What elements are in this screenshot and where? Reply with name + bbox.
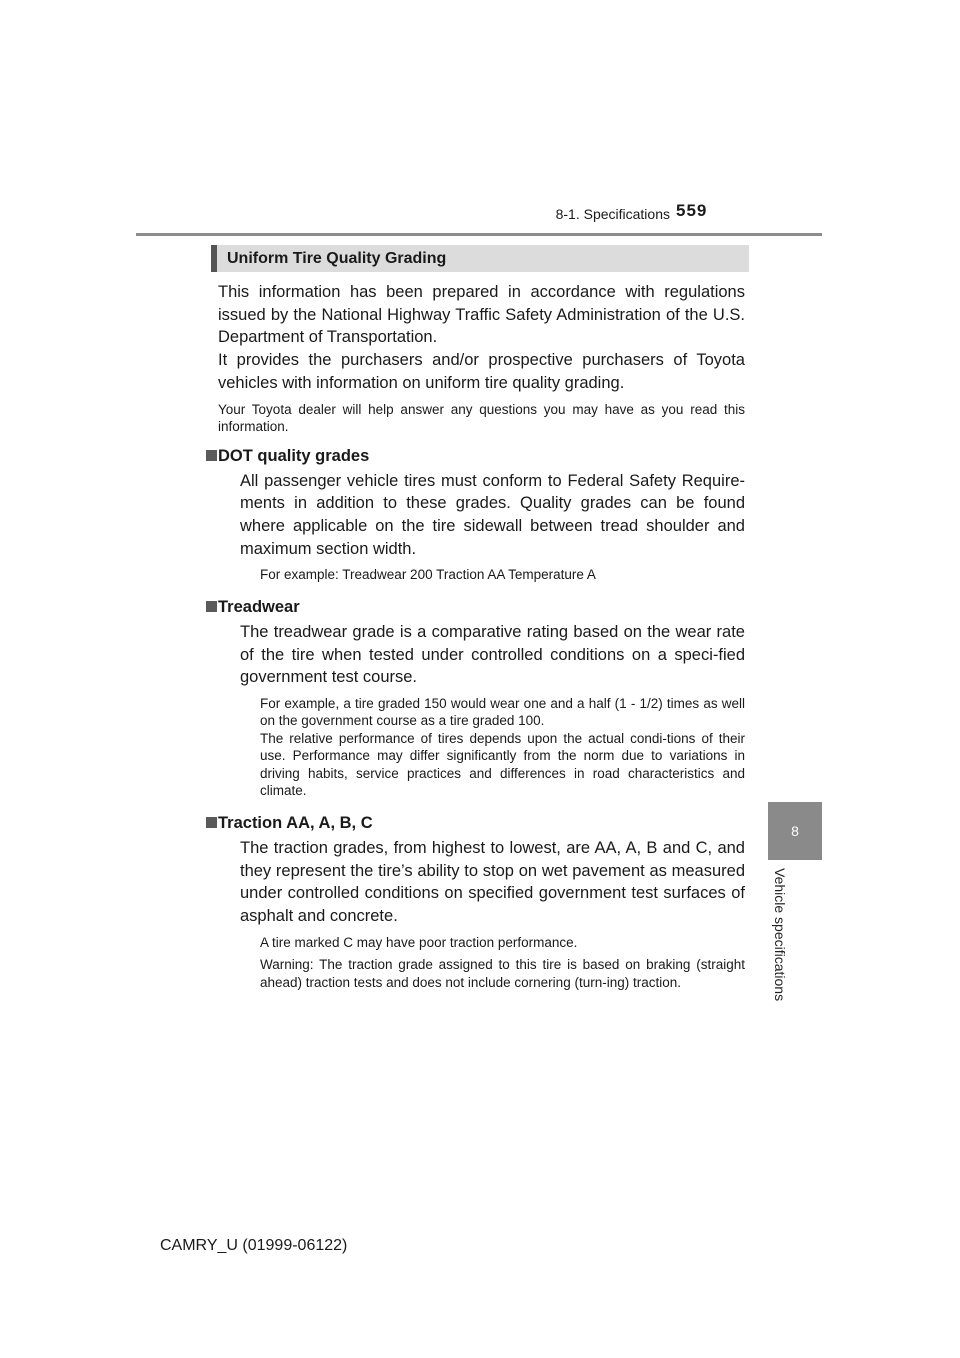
treadwear-note-1: For example, a tire graded 150 would wear one and a half (1 - 1/2) times as well on the government course as a tire graded 100. bbox=[260, 695, 745, 729]
traction-note-2: Warning: The traction grade assigned to this tire is based on braking (straight ahead) traction tests and does not include cornering (turn-ing) traction. bbox=[260, 957, 745, 990]
main-content bbox=[218, 281, 745, 991]
dot-body: All passenger vehicle tires must conform to Federal Safety Require-ments in addition to these grades. Quality grades can be found where applicable on the tire sidewall between tread shoulder and maximum section width. bbox=[240, 471, 745, 558]
treadwear-heading-text: Treadwear bbox=[218, 597, 300, 616]
footer-document-id: CAMRY_U (01999-06122) bbox=[160, 1237, 348, 1254]
dot-heading-text: DOT quality grades bbox=[218, 446, 370, 465]
page-number: 559 bbox=[676, 201, 708, 220]
dot-heading bbox=[218, 445, 745, 467]
traction-section bbox=[218, 812, 745, 991]
traction-note-1: A tire marked C may have poor traction performance. bbox=[260, 934, 578, 950]
square-bullet-icon bbox=[206, 601, 217, 612]
square-bullet-icon bbox=[206, 450, 217, 461]
intro-note: Your Toyota dealer will help answer any questions you may have as you read this information. bbox=[218, 401, 745, 435]
traction-body: The traction grades, from highest to lowest, are AA, A, B and C, and they represent the tire’s ability to stop on wet pavement as measured under controlled conditions on specified government test surfaces of asphalt and concrete. bbox=[240, 838, 745, 926]
header-divider bbox=[136, 233, 822, 236]
intro-paragraph-2: It provides the purchasers and/or prospective purchasers of Toyota vehicles with information on uniform tire quality grading. bbox=[218, 351, 745, 392]
chapter-tab bbox=[768, 802, 822, 860]
dot-section bbox=[218, 445, 745, 584]
treadwear-body: The treadwear grade is a comparative rating based on the wear rate of the tire when tested under controlled conditions on a speci-fied government test course. bbox=[240, 622, 745, 687]
treadwear-note-2: The relative performance of tires depends upon the actual condi-tions of their use. Performance may differ significantly from the norm due to variations in driving habits, service practices and differences in road characteristics and climate. bbox=[260, 730, 745, 799]
section-heading: Uniform Tire Quality Grading bbox=[211, 245, 749, 272]
header-section-title: 8-1. Specifications bbox=[555, 206, 670, 222]
dot-example: For example: Treadwear 200 Traction AA Temperature A bbox=[260, 567, 596, 583]
intro-paragraph-1: This information has been prepared in accordance with regulations issued by the National Highway Traffic Safety Administration of the U.S. Department of Transportation. bbox=[218, 283, 745, 347]
traction-heading-text: Traction AA, A, B, C bbox=[218, 813, 373, 832]
chapter-number: 8 bbox=[791, 823, 799, 839]
traction-heading bbox=[218, 812, 745, 834]
treadwear-heading bbox=[218, 596, 745, 618]
treadwear-section bbox=[218, 596, 745, 800]
square-bullet-icon bbox=[206, 817, 217, 828]
chapter-title-vertical: Vehicle specifications bbox=[772, 868, 788, 1002]
